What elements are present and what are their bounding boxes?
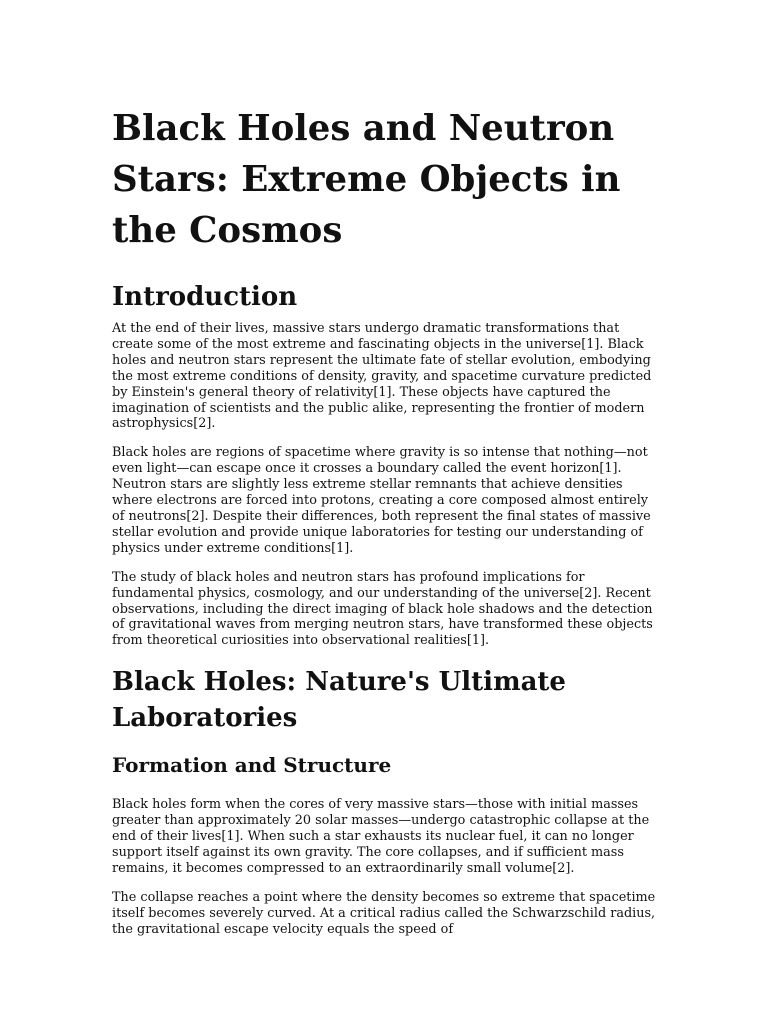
subsection-heading-formation: Formation and Structure bbox=[112, 753, 392, 778]
paragraph: The study of black holes and neutron stars has profound implications for fundamental physics, cosmology, and our understanding of the universe[2]. Recent observations, including the direct imaging of black hole shadows and the detection of gravitational waves from merging neutron stars, have transformed these objects from theoretical curiosities into observational realities[1]. bbox=[112, 569, 653, 649]
paragraph: The collapse reaches a point where the density becomes so extreme that spacetime itself becomes severely curved. At a critical radius called the Schwarzschild radius, the gravitational escape velocity equals the speed of bbox=[112, 889, 656, 937]
section-heading-introduction: Introduction bbox=[112, 282, 298, 312]
section-heading-black-holes: Black Holes: Nature's Ultimate Laboratories bbox=[112, 667, 566, 734]
paragraph: Black holes are regions of spacetime where gravity is so intense that nothing—not even light—can escape once it crosses a boundary called the event horizon[1]. Neutron stars are slightly less extreme stellar remnants that achieve densities where electrons are forced into protons, creating a core composed almost entirely of neutrons[2]. Despite their differences, both represent the final states of massive stellar evolution and provide unique laboratories for testing our understanding of physics under extreme conditions[1]. bbox=[112, 445, 651, 556]
document-page bbox=[112, 103, 660, 950]
paragraph: Black holes form when the cores of very massive stars—those with initial masses greater than approximately 20 solar masses—undergo catastrophic collapse at the end of their lives[1]. When such a star exhausts its nuclear fuel, it can no longer support itself against its own gravity. The core collapses, and if sufficient mass remains, it becomes compressed to an extraordinarily small volume[2]. bbox=[112, 797, 650, 876]
paragraph: At the end of their lives, massive stars undergo dramatic transformations that create some of the most extreme and fascinating objects in the universe[1]. Black holes and neutron stars represent the ultimate fate of stellar evolution, embodying the most extreme conditions of density, gravity, and spacetime curvature predicted by Einstein's general theory of relativity[1]. These objects have captured the imagination of scientists and the public alike, representing the frontier of modern astrophysics[2]. bbox=[112, 321, 652, 432]
document-title: Black Holes and Neutron Stars: Extreme Objects in the Cosmos bbox=[112, 108, 621, 251]
